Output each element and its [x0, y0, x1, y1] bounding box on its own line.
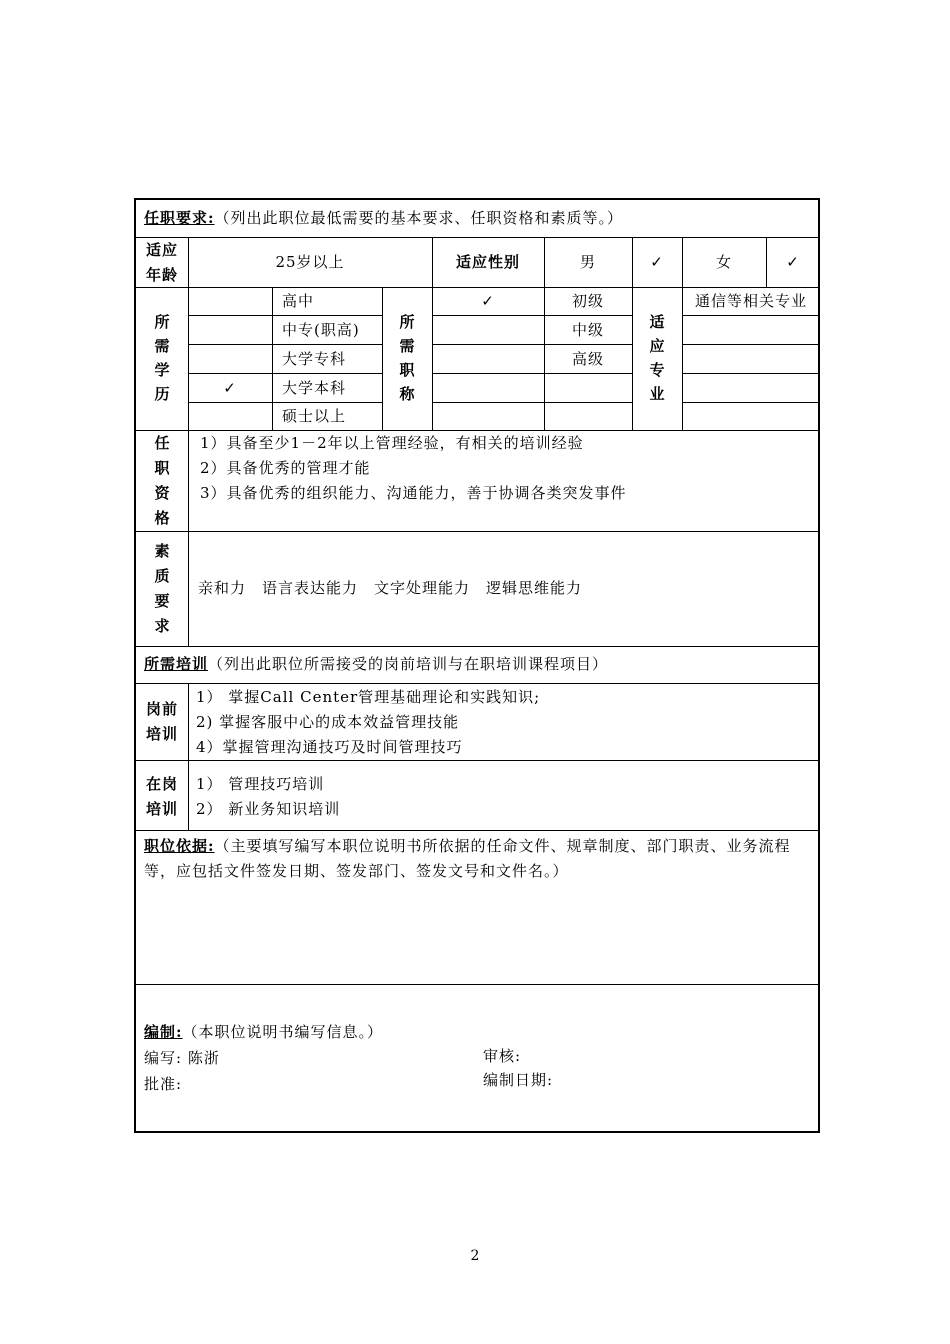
gender-male-check: ✓	[650, 253, 664, 271]
on-training-label-line2: 培训	[145, 800, 178, 818]
pre-training-item: 1） 掌握Call Center管理基础理论和实践知识;	[196, 688, 541, 706]
on-training-label	[136, 772, 188, 822]
age-value: 25岁以上	[275, 253, 345, 271]
basis-line2: 等，应包括文件签发日期、签发部门、签发文号和文件名。）	[144, 862, 569, 880]
age-label-line1: 适应	[145, 241, 178, 259]
education-level-1: 高中	[282, 292, 315, 310]
qualification-item: 2）具备优秀的管理才能	[200, 459, 371, 477]
education-level-5: 硕士以上	[282, 407, 347, 425]
compile-writer: 编写: 陈浙	[144, 1049, 220, 1067]
compile-date: 编制日期:	[483, 1071, 554, 1089]
compile-title: 编制:	[144, 1023, 183, 1041]
training-header	[144, 652, 608, 677]
pre-training-items	[196, 685, 540, 760]
pre-training-label-line1: 岗前	[145, 700, 178, 718]
pre-training-item: 2) 掌握客服中心的成本效益管理技能	[196, 713, 460, 731]
on-training-item: 2） 新业务知识培训	[196, 800, 341, 818]
education-level-4: 大学本科	[282, 379, 347, 397]
training-title: 所需培训	[144, 655, 209, 673]
compile-note: （本职位说明书编写信息。）	[182, 1023, 384, 1041]
compile-approver: 批准:	[144, 1075, 183, 1093]
requirements-header	[144, 206, 623, 231]
basis-title: 职位依据:	[144, 837, 215, 855]
title-level-1: 初级	[571, 292, 604, 310]
quality-label: 素 质 要 求	[154, 542, 170, 635]
on-training-label-line1: 在岗	[145, 775, 178, 793]
pre-training-label-line2: 培训	[145, 725, 178, 743]
qualification-label: 任 职 资 格	[154, 434, 170, 527]
qualification-item: 3）具备优秀的组织能力、沟通能力，善于协调各类突发事件	[200, 484, 627, 502]
training-note: （列出此职位所需接受的岗前培训与在职培训课程项目）	[208, 655, 609, 673]
qualification-item: 1）具备至少1－2年以上管理经验，有相关的培训经验	[200, 434, 584, 452]
pre-training-item: 4）掌握管理沟通技巧及时间管理技巧	[196, 738, 463, 756]
qualification-items	[200, 431, 627, 506]
title-level-3: 高级	[571, 350, 604, 368]
compile-header	[144, 1020, 383, 1045]
compile-reviewer: 审核:	[483, 1047, 522, 1065]
requirements-note: （列出此职位最低需要的基本要求、任职资格和素质等。）	[214, 209, 624, 227]
age-label	[136, 238, 188, 288]
title-check-1: ✓	[481, 292, 495, 310]
basis-line1: （主要填写编写本职位说明书所依据的任命文件、规章制度、部门职责、业务流程	[214, 837, 791, 855]
education-label: 所 需 学 历	[154, 313, 170, 403]
gender-female-check: ✓	[786, 253, 800, 271]
education-check-4: ✓	[223, 379, 237, 397]
gender-female: 女	[715, 253, 732, 271]
education-level-2: 中专(职高)	[282, 321, 360, 339]
title-label: 所 需 职 称	[399, 313, 415, 403]
education-level-3: 大学专科	[282, 350, 347, 368]
age-label-line2: 年龄	[145, 266, 178, 284]
basis-section	[144, 834, 820, 884]
quality-text: 亲和力 语言表达能力 文字处理能力 逻辑思维能力	[198, 579, 583, 597]
gender-label: 适应性别	[455, 253, 520, 271]
major-label: 适 应 专 业	[649, 313, 665, 403]
title-level-2: 中级	[571, 321, 604, 339]
gender-male: 男	[579, 253, 596, 271]
major-value-1: 通信等相关专业	[694, 292, 807, 310]
requirements-title: 任职要求:	[144, 209, 215, 227]
job-requirements-table	[134, 198, 820, 1133]
on-training-item: 1） 管理技巧培训	[196, 775, 325, 793]
pre-training-label	[136, 697, 188, 747]
on-training-items	[196, 772, 340, 822]
page-number: 2	[470, 1248, 480, 1264]
